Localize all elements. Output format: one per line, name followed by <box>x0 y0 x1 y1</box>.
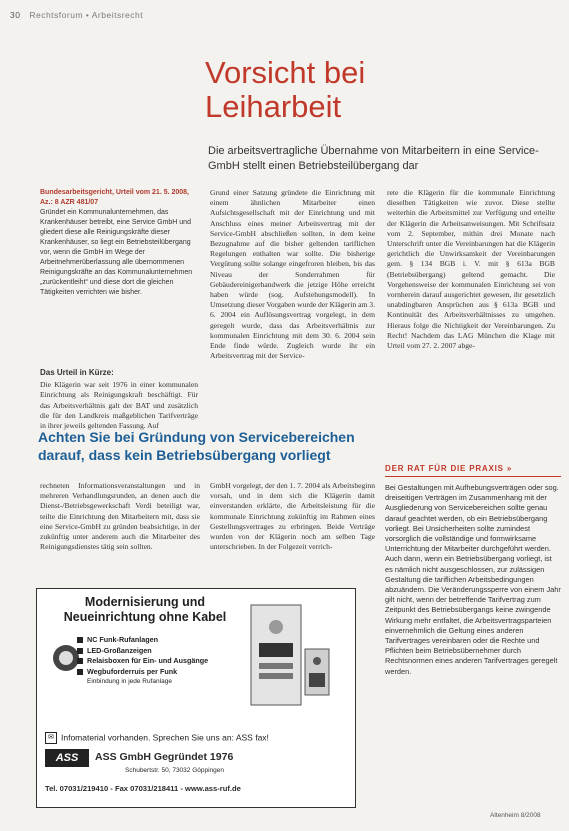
column-1-text: Die Klägerin war seit 1976 in einer kommunalen Einrichtung als Reinigungskraft beschäftigt. Für das Arbeitsverhältnis galt der BAT und zusätzlich die für den Landkreis maßgeblichen Tarifverträge in ihrer jeweils geltenden Fassung. Auf <box>40 380 198 431</box>
pull-heading-line-2: darauf, dass kein Betriebsübergang vorliegt <box>38 447 331 463</box>
ass-logo: ASS <box>45 749 89 767</box>
column-2-text: Grund einer Satzung gründete die Einrichtung mit einem ähnlichen Mitarbeiter einen Aufsichtsgesellschaft mit der Einrichtung und mit Anschluss eines meiner Arbeitsvertrag mit der Service-GmbH abschließen sollten, in dem keine Bezugnahme auf die bisher geltenden tariflichen Regelungen enthalten war sollte. Die bisherige Vergütung sollte solange eingefroren bleiben, bis das Niveau der Sonderrahmen für Gebäudereinigerhandwerk die jetzige Höhe erreicht haben würde (sog. Aufstehungsmodell). In Umsetzung dieser Vorgaben wurde der Klägerin am 3. 6. 2004 ein Auflösungsvertrag vorgelegt, in dem geregelt wurde, dass das Arbeitsverhältnis zur kommunalen Einrichtung mit dem 30. 6. 2004 sein Ende finde würde. Zugleich wurde ihr ein Arbeitsvertrag mit der Service- <box>210 188 375 361</box>
bullet-icon <box>77 648 83 654</box>
ad-feature-label: NC Funk-Rufanlagen <box>87 635 159 644</box>
page-header <box>10 10 143 20</box>
ad-title <box>45 595 245 625</box>
ad-feature-item <box>77 646 208 657</box>
ad-info-text: Infomaterial vorhanden. Sprechen Sie uns an: ASS fax! <box>61 732 269 743</box>
device-panel-icon <box>245 599 335 717</box>
section-label: Rechtsforum • Arbeitsrecht <box>29 10 144 20</box>
article-column-3 <box>387 188 555 351</box>
ad-feature-list <box>77 635 208 688</box>
ad-feature-item <box>77 656 208 667</box>
pull-heading-line-1: Achten Sie bei Gründung von Servicebereichen <box>38 429 355 445</box>
ad-feature-item <box>77 635 208 646</box>
summary-box <box>40 188 198 298</box>
ad-feature-label: Wegbuforderruis per Funk <box>87 666 178 676</box>
bullet-icon <box>77 669 83 675</box>
section-heading: Das Urteil in Kürze: <box>40 368 114 377</box>
ad-title-line-1: Modernisierung und <box>84 595 206 609</box>
tip-heading <box>385 464 561 477</box>
column-4-text: rechneten Informationsveranstaltungen und in mehreren Verhandlungsrunden, an denen auch die Dienst-/Betriebsgewerkschaft Verdi beteiligt war, teilte die Einrichtung den Mitarbeitern mit, dass sie eine Service-GmbH zu gründen beabsichtige, in der zukünftig unter anderem auch die Mitarbeiter des Reinigungsdienstes tätig sein sollten. <box>40 481 200 552</box>
title-line-2: Leiharbeit <box>205 89 342 124</box>
ad-feature-label: LED-Großanzeigen <box>87 645 152 655</box>
ad-contact[interactable]: Tel. 07031/219410 - Fax 07031/218411 - www.ass-ruf.de <box>45 784 241 793</box>
tip-body: Bei Gestaltungen mit Aufhebungsverträgen oder sog. dreiseitigen Verträgen im Zusammenhang mit der Ausgliederung von Servicebereichen sollte genau darauf geachtet werden, ob ein Betriebsübergang vorliegt. Bei Unsicherheiten sollte zumindest vorsorglich die vollständige und formwirksame Unterrichtung der Mitarbeiter durchgeführt werden. Auch dann, wenn ein Betriebsübergang vorliegt, ist es nämlich nicht ausgeschlossen, zur zulässigen Gestaltung die tariflichen Arbeitsbedingungen abzuändern. Die Veränderungssperre von einem Jahr gilt nicht, wenn der betreffende Tarifvertrag zum Zeitpunkt des Betriebsübergangs keine zwingende Wirkung mehr entfaltet, die Arbeitsvertragsparteien einvernehmlich die Geltung eines anderen Tarifvertrages vereinbaren oder die Rechte und Pflichten beim Betriebsübernehmer durch Rechtsnormen eines anderen Tarifvertrages geregelt werden. <box>385 483 561 676</box>
article-title <box>205 56 560 124</box>
advertisement[interactable] <box>36 588 356 808</box>
ad-sub-item: Einbindung in jede Rufanlage <box>87 678 172 686</box>
ad-feature-label: Relaisboxen für Ein- und Ausgänge <box>87 656 209 666</box>
court-reference: Bundesarbeitsgericht, Urteil vom 21. 5. 2008, Az.: 8 AZR 481/07 <box>40 189 190 206</box>
title-line-1: Vorsicht bei <box>205 55 366 90</box>
article-column-5 <box>210 481 375 552</box>
article-column-1 <box>40 362 198 431</box>
ad-feature-item <box>77 667 208 678</box>
ad-company: ASS GmbH Gegründet 1976 <box>95 751 234 763</box>
column-3-text: rete die Klägerin für die kommunale Einrichtung dieselben Tätigkeiten wie zuvor. Diese stellte weiterhin die Arbeitsmittel zur Verfügung und erteilte der Klägerin die Arbeitsanweisungen. Mit Schriftsatz vom 2. September, mithin drei Monate nach Unterschrift unter die Vereinbarungen hat die Klägerin gerichtlich die Unwirksamkeit der Vereinbarungen gem. § 134 BGB i. V. mit § 613a BGB (Betriebsübergang) geltend gemacht. Die Vorgehensweise der kommunalen Einrichtung sei von vornherein darauf ausgerichtet gewesen, ihr gesetzlich unabdingbaren Ansprüchen aus § 613a BGB und Kontinuität des Arbeitsverhältnisses zu umgehen. Hieraus folge die Nichtigkeit der Vereinbarungen. Zu Recht! Nachdem das LAG München die Klage mit Urteil vom 27. 2. 2007 abge- <box>387 188 555 351</box>
article-column-4 <box>40 481 200 552</box>
ad-emblem-inner-icon <box>59 651 73 665</box>
pull-heading <box>38 428 378 464</box>
info-icon: ✉ <box>45 732 57 744</box>
page-number: 30 <box>10 10 21 20</box>
tip-arrow-icon: » <box>506 464 513 473</box>
bullet-icon <box>77 658 83 664</box>
summary-text: Gründet ein Kommunalunternehmen, das Krankenhäuser betreibt, eine Service GmbH und gliedert diese alle Reinigungskräfte dieser Krankenhäuser, so liegt ein Betriebsteilübergang vor, wenn die GmbH im Wege der Arbeitnehmerüberlassung alle übernommenen Reinigungskräfte an das Kommunalunternehmen „zurückentleiht“ und diese dort die gleichen Tätigkeiten verrichten wie bisher. <box>40 209 193 296</box>
practice-tip-box <box>385 464 561 677</box>
tip-heading-label: DER RAT FÜR DIE PRAXIS <box>385 464 504 473</box>
ad-info-line <box>45 732 345 744</box>
ad-address: Schubertstr. 50, 73032 Göppingen <box>125 767 225 774</box>
article-column-2 <box>210 188 375 361</box>
bullet-icon <box>77 637 83 643</box>
column-5-text: GmbH vorgelegt, der den 1. 7. 2004 als Arbeitsbeginn vorsah, und in dem sich die Klägerin damit einverstanden erklärte, die Arbeitsleistung für die kommunale Einrichtung zukünftig im Rahmen eines Gestellungsvertrages zu erbringen. Beide Verträge wurden von der Klägerin noch am selben Tage unterschrieben. In der Folgezeit verrich- <box>210 481 375 552</box>
article-lead: Die arbeitsvertragliche Übernahme von Mitarbeitern in eine Service-GmbH stellt einen Betriebsteilübergang dar <box>208 145 539 172</box>
ad-title-line-2: Neueinrichtung ohne Kabel <box>63 610 227 624</box>
page-footer: Altenheim 8/2008 <box>490 812 541 819</box>
